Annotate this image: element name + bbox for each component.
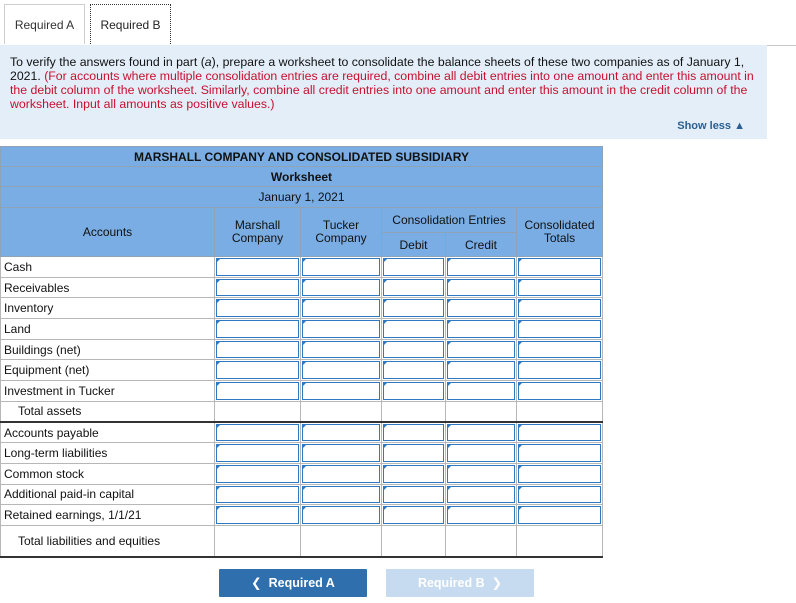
credit-input[interactable] xyxy=(446,319,517,340)
debit-input[interactable] xyxy=(382,443,446,464)
account-label: Land xyxy=(1,319,215,340)
table-row xyxy=(1,484,603,505)
tab-bar xyxy=(0,0,796,45)
marshall-input[interactable] xyxy=(215,277,301,298)
debit-input[interactable] xyxy=(382,360,446,381)
marshall-input[interactable] xyxy=(215,339,301,360)
caret-up-icon: ▲ xyxy=(734,120,745,132)
tucker-input[interactable] xyxy=(301,484,382,505)
header-consolidated-totals: Consolidated Totals xyxy=(517,208,603,257)
credit-input[interactable] xyxy=(446,443,517,464)
table-row xyxy=(1,463,603,484)
worksheet-title: MARSHALL COMPANY AND CONSOLIDATED SUBSIDIARY xyxy=(1,147,603,167)
table-row xyxy=(1,443,603,464)
consolidated-input[interactable] xyxy=(517,505,603,526)
account-label: Inventory xyxy=(1,298,215,319)
tucker-input[interactable] xyxy=(301,319,382,340)
credit-input[interactable] xyxy=(446,422,517,443)
account-label: Accounts payable xyxy=(1,422,215,443)
account-label: Equipment (net) xyxy=(1,360,215,381)
account-label: Buildings (net) xyxy=(1,339,215,360)
tucker-input[interactable] xyxy=(301,463,382,484)
worksheet-date: January 1, 2021 xyxy=(1,187,603,208)
total-cell xyxy=(517,401,603,422)
instructions-note: (For accounts where multiple consolidation entries are required, combine all debit entries into one amount and enter this amount in the debit column of the worksheet. Similarly, combine all credit entries into one amount and enter this amount in the credit column of the worksheet. Input all amounts as positive values.) xyxy=(10,69,754,111)
header-consolidation: Consolidation Entries xyxy=(382,208,517,233)
header-accounts: Accounts xyxy=(1,208,215,257)
account-label: Long-term liabilities xyxy=(1,443,215,464)
marshall-input[interactable] xyxy=(215,463,301,484)
consolidated-input[interactable] xyxy=(517,463,603,484)
account-label: Common stock xyxy=(1,463,215,484)
table-row xyxy=(1,505,603,526)
table-row xyxy=(1,277,603,298)
tucker-input[interactable] xyxy=(301,339,382,360)
consolidated-input[interactable] xyxy=(517,257,603,278)
tab-required-b[interactable]: Required B xyxy=(90,4,171,46)
debit-input[interactable] xyxy=(382,319,446,340)
debit-input[interactable] xyxy=(382,339,446,360)
account-label: Receivables xyxy=(1,277,215,298)
table-row xyxy=(1,319,603,340)
tucker-input[interactable] xyxy=(301,257,382,278)
total-cell xyxy=(301,401,382,422)
tucker-input[interactable] xyxy=(301,277,382,298)
debit-input[interactable] xyxy=(382,298,446,319)
account-label: Investment in Tucker xyxy=(1,381,215,402)
consolidated-input[interactable] xyxy=(517,443,603,464)
worksheet-table xyxy=(0,146,603,558)
header-marshall: Marshall Company xyxy=(215,208,301,257)
total-cell xyxy=(517,525,603,557)
debit-input[interactable] xyxy=(382,505,446,526)
marshall-input[interactable] xyxy=(215,484,301,505)
table-row xyxy=(1,298,603,319)
tucker-input[interactable] xyxy=(301,443,382,464)
account-label: Cash xyxy=(1,257,215,278)
consolidated-input[interactable] xyxy=(517,298,603,319)
marshall-input[interactable] xyxy=(215,257,301,278)
table-row xyxy=(1,339,603,360)
marshall-input[interactable] xyxy=(215,381,301,402)
total-cell xyxy=(301,525,382,557)
table-row xyxy=(1,422,603,443)
marshall-input[interactable] xyxy=(215,360,301,381)
worksheet-grid xyxy=(0,146,603,558)
credit-input[interactable] xyxy=(446,505,517,526)
chevron-left-icon: ❮ xyxy=(251,576,262,590)
debit-input[interactable] xyxy=(382,463,446,484)
header-tucker: Tucker Company xyxy=(301,208,382,257)
debit-input[interactable] xyxy=(382,381,446,402)
total-assets-label: Total assets xyxy=(1,401,215,422)
credit-input[interactable] xyxy=(446,257,517,278)
consolidated-input[interactable] xyxy=(517,360,603,381)
tucker-input[interactable] xyxy=(301,298,382,319)
debit-input[interactable] xyxy=(382,484,446,505)
consolidated-input[interactable] xyxy=(517,484,603,505)
marshall-input[interactable] xyxy=(215,422,301,443)
show-less-link[interactable]: Show less ▲ xyxy=(677,120,745,132)
tucker-input[interactable] xyxy=(301,360,382,381)
header-debit: Debit xyxy=(382,233,446,257)
debit-input[interactable] xyxy=(382,257,446,278)
table-row xyxy=(1,360,603,381)
table-row-total xyxy=(1,401,603,422)
marshall-input[interactable] xyxy=(215,319,301,340)
total-liabilities-equities-label: Total liabilities and equities xyxy=(1,525,215,557)
credit-input[interactable] xyxy=(446,298,517,319)
account-label: Additional paid-in capital xyxy=(1,484,215,505)
tucker-input[interactable] xyxy=(301,505,382,526)
consolidated-input[interactable] xyxy=(517,339,603,360)
total-cell xyxy=(215,525,301,557)
marshall-input[interactable] xyxy=(215,298,301,319)
table-row xyxy=(1,381,603,402)
consolidated-input[interactable] xyxy=(517,422,603,443)
worksheet-subtitle: Worksheet xyxy=(1,167,603,187)
credit-input[interactable] xyxy=(446,339,517,360)
chevron-right-icon: ❯ xyxy=(491,576,503,590)
total-cell xyxy=(215,401,301,422)
credit-input[interactable] xyxy=(446,484,517,505)
total-cell xyxy=(382,401,446,422)
credit-input[interactable] xyxy=(446,277,517,298)
consolidated-input[interactable] xyxy=(517,277,603,298)
instructions-panel xyxy=(0,45,767,139)
credit-input[interactable] xyxy=(446,463,517,484)
total-cell xyxy=(446,401,517,422)
debit-input[interactable] xyxy=(382,277,446,298)
next-required-b-button[interactable]: Required B ❯ xyxy=(386,569,534,597)
header-credit: Credit xyxy=(446,233,517,257)
total-cell xyxy=(446,525,517,557)
credit-input[interactable] xyxy=(446,360,517,381)
marshall-input[interactable] xyxy=(215,505,301,526)
prev-required-a-button[interactable]: ❮ Required A xyxy=(219,569,367,597)
table-row xyxy=(1,257,603,278)
debit-input[interactable] xyxy=(382,422,446,443)
consolidated-input[interactable] xyxy=(517,319,603,340)
total-cell xyxy=(382,525,446,557)
table-row-total xyxy=(1,525,603,557)
tucker-input[interactable] xyxy=(301,381,382,402)
account-label: Retained earnings, 1/1/21 xyxy=(1,505,215,526)
credit-input[interactable] xyxy=(446,381,517,402)
instructions-text: To verify the answers found in part (a), prepare a worksheet to consolidate the balance sheets of these two companies as of January 1, 2021. xyxy=(10,55,745,83)
tucker-input[interactable] xyxy=(301,422,382,443)
tab-required-a[interactable]: Required A xyxy=(4,4,85,44)
consolidated-input[interactable] xyxy=(517,381,603,402)
marshall-input[interactable] xyxy=(215,443,301,464)
